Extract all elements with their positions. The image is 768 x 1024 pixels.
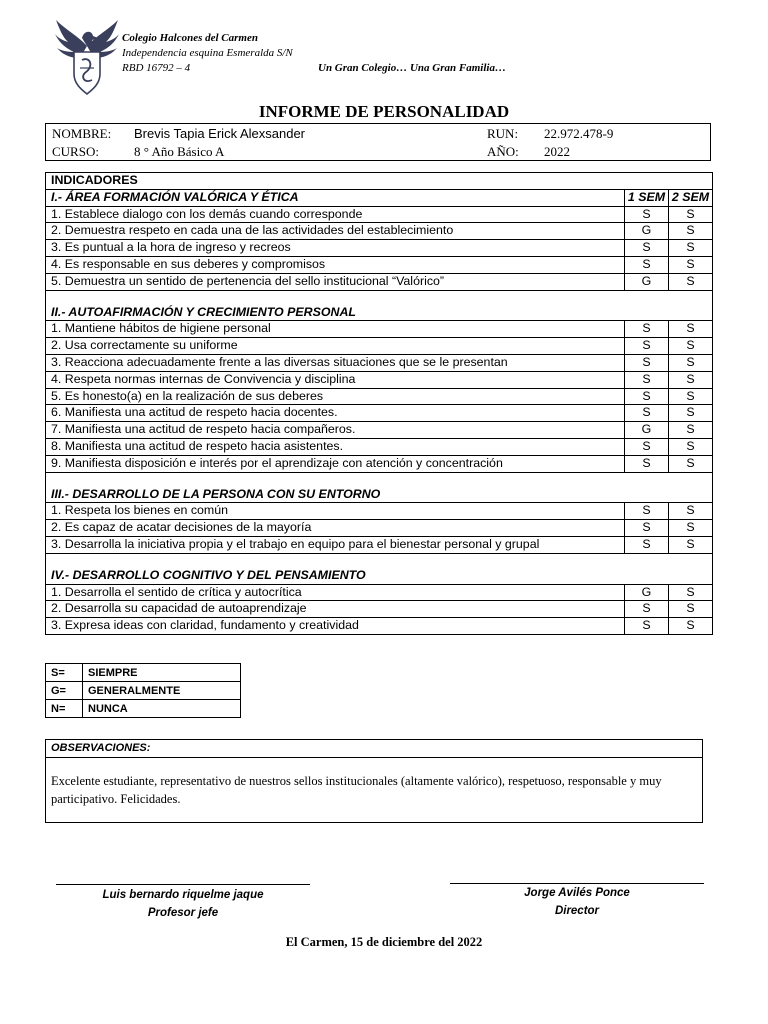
table-row [46,273,713,290]
run-label: RUN: [487,126,519,141]
course-label: CURSO: [52,144,99,159]
indicator-text: 2. Demuestra respeto en cada una de las actividades del establecimiento [46,223,625,240]
sem1-value: S [625,601,669,618]
spacer-cell [46,472,713,487]
signature-right [450,884,704,920]
sem1-value: S [625,240,669,257]
sem2-value: S [669,618,713,635]
sem1-value: S [625,256,669,273]
student-year: 2022 [544,144,570,159]
student-info-box [45,123,711,161]
table-row [46,405,713,422]
section-title-row [46,487,713,503]
legend-key: G= [46,682,83,700]
section-title-row [46,305,713,321]
table-row [46,240,713,257]
sem2-value: S [669,273,713,290]
sem2-value: S [669,354,713,371]
school-rbd: RBD 16792 – 4 [122,62,191,74]
sem1-value: S [625,388,669,405]
director-role: Director [554,905,600,917]
legend-value: GENERALMENTE [83,682,241,700]
legend-key: S= [46,664,83,682]
sem2-value: S [669,503,713,520]
section-title: III.- DESARROLLO DE LA PERSONA CON SU ENTORNO [46,487,713,503]
sem2-header: 2 SEM [669,189,713,206]
sem1-value: S [625,536,669,553]
sem1-value: S [625,405,669,422]
sem2-value: S [669,240,713,257]
sem2-value: S [669,206,713,223]
sem2-value: S [669,256,713,273]
sem1-value: S [625,371,669,388]
table-row [46,206,713,223]
observations-text: Excelente estudiante, representativo de nuestros sellos institucionales (altamente valórico), respetuoso, responsable y muy participativo. Felicidades. [51,774,662,806]
indicator-text: 4. Respeta normas internas de Convivencia y disciplina [46,371,625,388]
indicators-table [45,172,713,635]
sem2-value: S [669,455,713,472]
table-row [46,536,713,553]
sem1-value: S [625,338,669,355]
table-row [46,388,713,405]
spacer-cell [46,553,713,568]
section-spacer [46,290,713,305]
table-header-row [46,173,713,190]
indicator-text: 3. Expresa ideas con claridad, fundamento y creatividad [46,618,625,635]
legend-value: SIEMPRE [83,664,241,682]
table-row [46,321,713,338]
student-course: 8 ° Año Básico A [134,144,225,159]
sem2-value: S [669,520,713,537]
table-row [46,503,713,520]
legend-value: NUNCA [83,700,241,718]
place-date: El Carmen, 15 de diciembre del 2022 [285,935,483,949]
indicator-text: 1. Respeta los bienes en común [46,503,625,520]
signature-line-left [56,884,310,885]
sem2-value: S [669,422,713,439]
table-row [46,584,713,601]
section-spacer [46,472,713,487]
table-row [46,438,713,455]
sem1-value: G [625,584,669,601]
indicator-text: 8. Manifiesta una actitud de respeto hacia asistentes. [46,438,625,455]
teacher-role: Profesor jefe [147,907,219,919]
indicator-text: 1. Desarrolla el sentido de crítica y autocrítica [46,584,625,601]
indicator-text: 5. Demuestra un sentido de pertenencia del sello institucional “Valórico” [46,273,625,290]
sem2-value: S [669,371,713,388]
indicator-text: 3. Desarrolla la iniciativa propia y el trabajo en equipo para el bienestar personal y grupal [46,536,625,553]
indicator-text: 3. Es puntual a la hora de ingreso y recreos [46,240,625,257]
table-row [46,371,713,388]
sem1-value: G [625,422,669,439]
signature-left [56,886,310,922]
sem1-value: S [625,503,669,520]
sem1-value: S [625,618,669,635]
legend-row [46,700,241,718]
table-row [46,223,713,240]
sem1-header: 1 SEM [625,189,669,206]
table-row [46,354,713,371]
sem2-value: S [669,584,713,601]
teacher-name: Luis bernardo riquelme jaque [102,889,264,901]
section-title: I.- ÁREA FORMACIÓN VALÓRICA Y ÉTICA [46,189,625,206]
section-title: IV.- DESARROLLO COGNITIVO Y DEL PENSAMIENTO [46,568,713,584]
indicator-text: 5. Es honesto(a) en la realización de sus deberes [46,388,625,405]
indicator-text: 4. Es responsable en sus deberes y compromisos [46,256,625,273]
indicator-text: 1. Mantiene hábitos de higiene personal [46,321,625,338]
sem2-value: S [669,536,713,553]
sem1-value: S [625,520,669,537]
year-label: AÑO: [487,144,519,159]
sem2-value: S [669,405,713,422]
school-motto: Un Gran Colegio… Una Gran Familia… [318,62,506,74]
table-row [46,618,713,635]
indicators-header: INDICADORES [46,173,713,190]
indicator-text: 3. Reacciona adecuadamente frente a las diversas situaciones que se le presentan [46,354,625,371]
observations-label: OBSERVACIONES: [46,740,702,758]
sem2-value: S [669,438,713,455]
name-label: NOMBRE: [52,126,112,141]
student-run: 22.972.478-9 [544,126,614,141]
sem2-value: S [669,223,713,240]
table-row [46,338,713,355]
section-title-row [46,568,713,584]
sem1-value: S [625,206,669,223]
indicator-text: 1. Establece dialogo con los demás cuando corresponde [46,206,625,223]
legend-key: N= [46,700,83,718]
sem2-value: S [669,321,713,338]
table-row [46,256,713,273]
section-spacer [46,553,713,568]
legend-row [46,682,241,700]
sem1-value: S [625,455,669,472]
sem2-value: S [669,338,713,355]
table-row [46,422,713,439]
sem1-value: S [625,321,669,338]
indicator-text: 2. Desarrolla su capacidad de autoaprendizaje [46,601,625,618]
school-info [122,31,293,76]
table-row [46,520,713,537]
school-name: Colegio Halcones del Carmen [122,32,258,44]
school-logo [54,16,120,100]
section-title-row [46,189,713,206]
document-title: INFORME DE PERSONALIDAD [258,102,510,121]
sem2-value: S [669,388,713,405]
table-row [46,455,713,472]
legend-table [45,663,241,718]
section-title: II.- AUTOAFIRMACIÓN Y CRECIMIENTO PERSONAL [46,305,713,321]
school-address: Independencia esquina Esmeralda S/N [122,47,293,59]
indicator-text: 7. Manifiesta una actitud de respeto hacia compañeros. [46,422,625,439]
indicator-text: 6. Manifiesta una actitud de respeto hacia docentes. [46,405,625,422]
sem1-value: S [625,354,669,371]
sem1-value: G [625,273,669,290]
indicator-text: 2. Usa correctamente su uniforme [46,338,625,355]
indicator-text: 2. Es capaz de acatar decisiones de la mayoría [46,520,625,537]
student-name: Brevis Tapia Erick Alexsander [134,126,306,141]
legend-row [46,664,241,682]
director-name: Jorge Avilés Ponce [524,887,630,899]
sem2-value: S [669,601,713,618]
table-row [46,601,713,618]
spacer-cell [46,290,713,305]
observations-box [45,739,703,823]
indicator-text: 9. Manifiesta disposición e interés por el aprendizaje con atención y concentración [46,455,625,472]
sem1-value: S [625,438,669,455]
sem1-value: G [625,223,669,240]
